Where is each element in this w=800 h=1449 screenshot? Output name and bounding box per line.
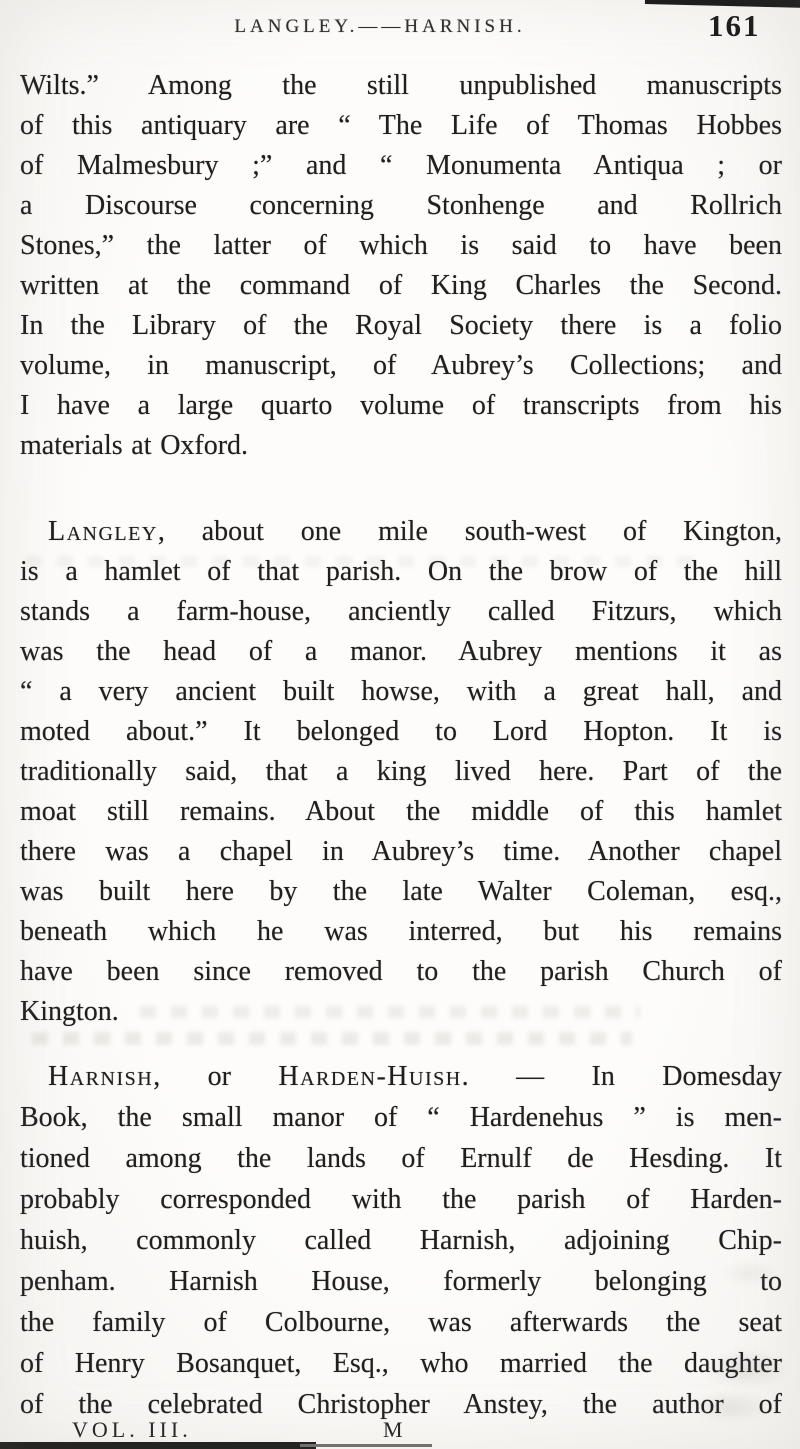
text-line: moted about.” It belonged to Lord Hopton. It is [20,716,782,747]
text-line: tioned among the lands of Ernulf de Hesding. It [20,1143,782,1174]
text-line: stands a farm-house, anciently called Fitzurs, which [20,596,782,627]
text-line: of this antiquary are “ The Life of Thomas Hobbes [20,110,782,141]
text-line: “ a very ancient built howse, with a great hall, and [20,676,782,707]
text-segment: . — In Domesday [461,1061,782,1092]
text-line: was the head of a manor. Aubrey mentions it as [20,636,782,667]
page-number: 161 [708,8,761,43]
text-line: penham. Harnish House, formerly belonging to [20,1266,782,1297]
text-line: materials at Oxford. [20,430,249,461]
text-line: the family of Colbourne, was afterwards the seat [20,1307,782,1338]
text-line: a Discourse concerning Stonhenge and Rollrich [20,190,782,221]
text-line: Wilts.” Among the still unpublished manuscripts [20,70,782,101]
scan-artifact-top-bar [645,0,800,8]
text-line: Stones,” the latter of which is said to have been [20,230,782,261]
text-line: traditionally said, that a king lived here. Part of the [20,756,782,787]
smallcaps-word: Harnish [48,1061,154,1092]
text-line: Kington. [20,996,119,1027]
scan-artifact-bottom-bar-gray [300,1444,432,1447]
text-line: of the celebrated Christopher Anstey, the author of [20,1389,782,1420]
text-line: volume, in manuscript, of Aubrey’s Collections; and [20,350,782,381]
volume-label: VOL. III. [72,1417,192,1442]
paragraph-harnish [20,1056,782,1425]
text-line: is a hamlet of that parish. On the brow of the hill [20,556,782,587]
text-line [20,1056,782,1097]
smallcaps-word: Harden-Huish [278,1061,462,1092]
text-line: was built here by the late Walter Coleman, esq., [20,876,782,907]
text-line: Book, the small manor of “ Hardenehus ” is men- [20,1102,782,1133]
text-line: huish, commonly called Harnish, adjoining Chip- [20,1225,782,1256]
scan-artifact-bottom-bar [0,1442,316,1449]
show-through-artifact [32,1032,632,1045]
text-line: probably corresponded with the parish of Harden- [20,1184,782,1215]
text-line: In the Library of the Royal Society there is a folio [20,310,782,341]
text-line [20,512,782,552]
paragraph-wilts-continuation [20,66,782,466]
signature-mark: M [383,1417,404,1442]
smallcaps-word: Langley [48,516,158,547]
text-line: I have a large quarto volume of transcripts from his [20,390,782,421]
text-line: moat still remains. About the middle of this hamlet [20,796,782,827]
text-segment: , about one mile south-west of Kington, [157,516,782,547]
text-line: beneath which he was interred, but his remains [20,916,782,947]
running-title: LANGLEY.——HARNISH. [234,16,526,37]
text-segment: , or [153,1061,279,1092]
text-line: of Malmesbury ;” and “ Monumenta Antiqua ; or [20,150,782,181]
paragraph-langley [20,512,782,1032]
text-line: have been since removed to the parish Church of [20,956,782,987]
text-line: of Henry Bosanquet, Esq., who married the daughter [20,1348,782,1379]
text-line: written at the command of King Charles the Second. [20,270,782,301]
text-line: there was a chapel in Aubrey’s time. Another chapel [20,836,782,867]
